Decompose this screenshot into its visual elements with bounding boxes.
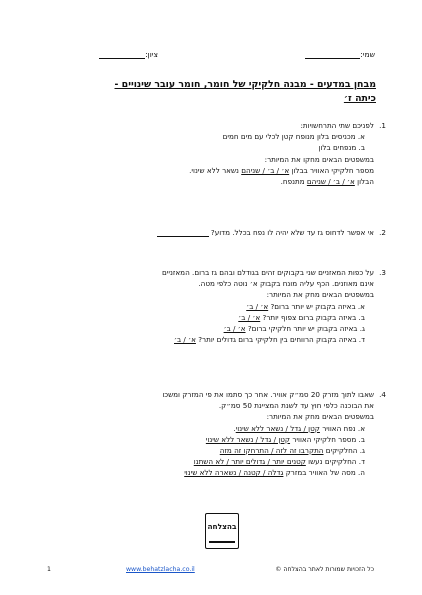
line-text: ב. מספר חלקיקי האוויר [290,434,365,444]
footer-page-number: 1 [47,566,51,573]
grade-field [97,50,158,59]
footer-copyright: כל הזכויות שמורות לאתר בהצלחה © [275,566,374,573]
line-text: על כפות המאזניים שני בקבוקים זהים בגודלם ובהם גז ברום. המאזניים [162,268,374,277]
line-text: מתנפח. [280,176,307,186]
question-line [54,143,374,154]
line-text: א. נפח האוויר [319,423,365,433]
question-line [54,324,374,335]
question-number: 2. [379,228,386,237]
line-text: במשפטים הבאים מחק את המיותר: [266,412,374,422]
question-line [54,228,374,239]
question-line [54,290,374,301]
title-line-1: מבחן במדעים - מבנה חלקיקי של חומר, חומר עובר שינויים - [114,79,376,90]
footer-link[interactable]: www.behatzlacha.co.il [126,566,195,573]
question-number: 1. [379,121,386,130]
answer-options[interactable]: א׳ / ב׳ [223,323,246,333]
line-text: שאבו לתוך מזרק 20 סמ״ק אוויר. אחר כך סתמו את פי המזרק ומשכו [162,390,374,399]
question-line [54,457,374,468]
question-line [54,390,374,401]
question-line [54,412,374,423]
question-number: 3. [379,268,386,277]
question-4 [54,390,386,480]
line-text: הבלון [354,176,374,186]
answer-options[interactable]: קטן / גדל / נשאר ללא שינוי [205,434,291,444]
line-text: במשפטים הבאים מחקו את המיותר: [264,154,374,164]
line-text: נשאר ללא שינוי. [189,165,242,175]
line-text: א. באיזה בקבוק יש יותר ברום? [268,301,365,311]
name-line[interactable] [305,51,360,59]
line-text: ד. באיזה בקבוק הרווחים בין חלקיקי ברום גדולים יותר? [195,335,365,345]
question-3 [54,268,386,346]
footer-url[interactable] [126,566,195,574]
question-line [54,177,374,188]
logo-stamp-icon [209,541,235,543]
answer-options[interactable]: א׳ / ב׳ [246,301,269,311]
answer-options[interactable]: א׳ / ב׳ [174,335,196,345]
question-line [54,279,374,290]
question-line [54,302,374,313]
question-line [54,468,374,479]
page-title [46,78,376,106]
grade-label: ציון: [145,50,158,59]
title-line-2: כיתה ז׳ [343,93,376,104]
question-line [54,435,374,446]
question-2 [54,228,386,239]
logo-text: בהצלחה [207,522,237,531]
question-line [54,268,374,279]
answer-options[interactable]: התקרבו זה לזה / התרחקו זה מזה [219,445,324,455]
question-line [54,424,374,435]
line-text: א. מכניסים בלון מנופח קטן לכלי עם מים חמים [222,132,365,142]
grade-line[interactable] [99,51,145,59]
question-line [54,401,374,412]
line-text: ב. מנפחים בלון [318,143,365,153]
line-text: . [233,423,236,433]
question-line [54,313,374,324]
answer-options[interactable]: גדלה / קטנה / נשארה ללא שינוי [184,468,284,478]
question-1 [54,121,386,188]
line-text: לפניכם שתי התרחשויות: [300,121,374,130]
line-text: ג. החלקיקים [323,445,365,455]
question-number: 4. [379,390,386,399]
name-field [303,50,375,59]
answer-options[interactable]: קטן / גדל / נשאר ללא שינוי [235,423,320,433]
line-text: ב. באיזה בקבוק ברום צפוף יותר? [260,312,365,322]
line-text: במשפטים הבאים מחק את המיותר: [266,290,374,300]
question-line [54,166,374,177]
question-line [54,446,374,457]
behatzlacha-logo [205,513,239,549]
question-line [54,335,374,346]
question-line [54,132,374,143]
line-text: אי אפשר לדחוס גז עד שלא יהיה לו נפח בכלל. מדוע? [210,228,374,237]
answer-options[interactable]: א׳ / ב׳ [238,312,261,322]
line-text: את הבוכנה כלפי חוץ עד לשנת המציינת 50 סמ״ק. [218,401,374,411]
answer-options[interactable]: קטנים יותר / גדולים יותר / לא השתנו [193,457,306,467]
line-text: מספר חלקיקי האוויר בבלון [289,165,374,175]
line-text: ג. באיזה בקבוק יש יותר חלקיקי ברום? [245,323,365,333]
answer-options[interactable]: א׳ / ב׳ / שניהם [306,176,355,186]
answer-blank[interactable] [157,229,209,237]
question-line [54,121,374,132]
question-line [54,155,374,166]
answer-options[interactable]: א׳ / ב׳ / שניהם [241,165,290,175]
name-label: שמי: [360,50,375,59]
line-text: ה. מסה של האוויר במזרק [283,468,365,478]
line-text: ד. החלקיקים נעשו [305,457,365,467]
line-text: אינם מאוזנים. הכף עליה מונח בקבוק א׳ נוטה כלפי מטה. [198,279,374,289]
